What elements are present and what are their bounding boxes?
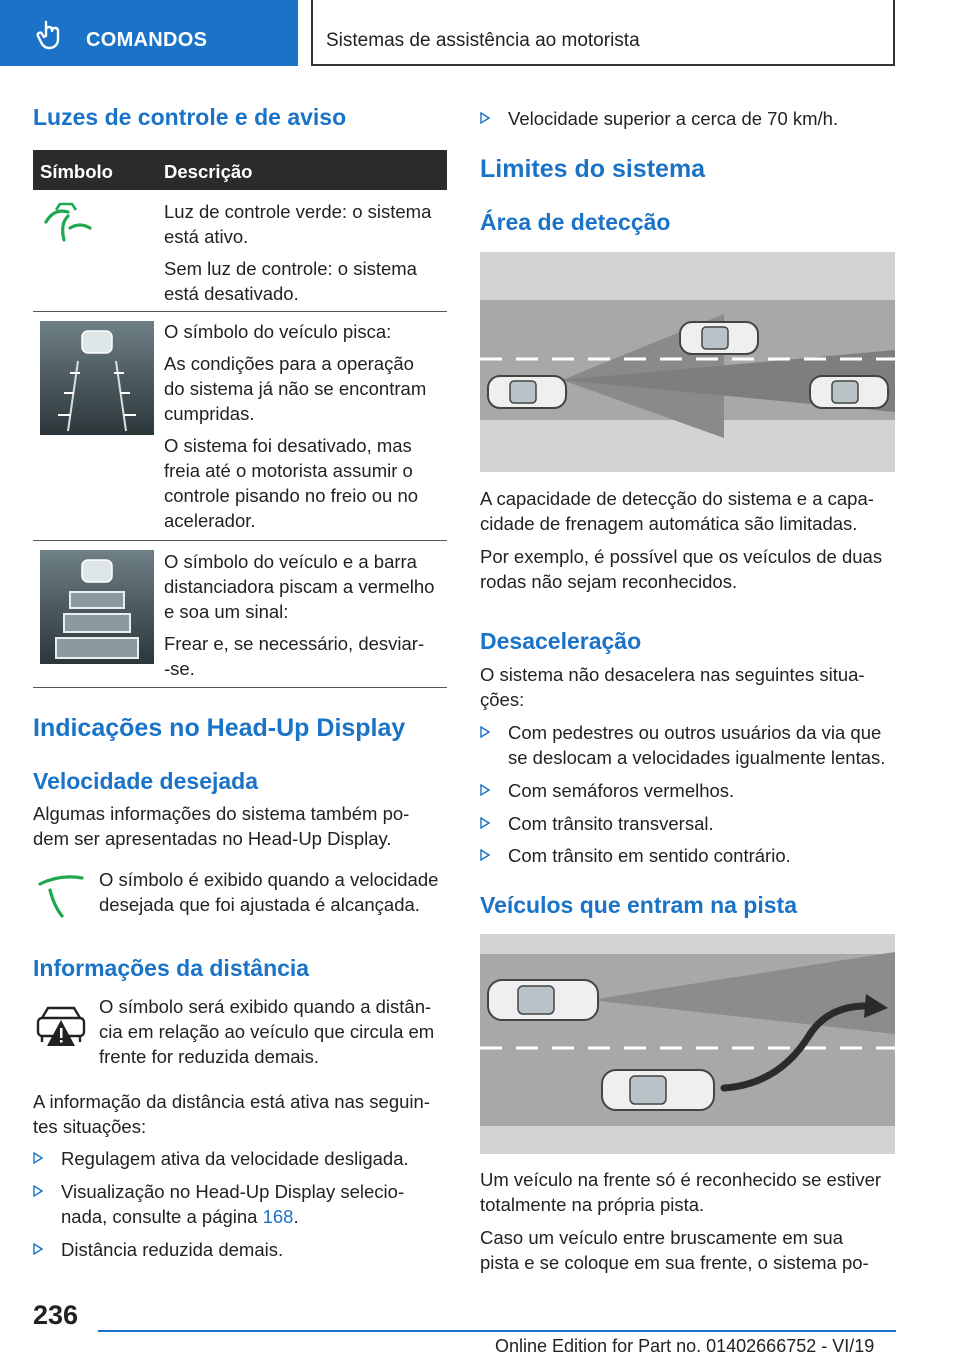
page-link-168[interactable]: 168 [262, 1206, 294, 1227]
text-line: O sistema não desacelera nas seguintes situa- [480, 664, 865, 685]
list-item [480, 843, 791, 868]
detection-text [480, 486, 896, 594]
text-line: Algumas informações do sistema também po- [33, 803, 410, 824]
text-line: rodas não sejam reconhecidos. [480, 571, 738, 592]
table-divider [33, 540, 447, 541]
table-divider [33, 687, 447, 688]
heading-cut-in-vehicles: Veículos que entram na pista [480, 892, 797, 918]
bullet-text: Visualização no Head-Up Display selecio- [61, 1181, 405, 1202]
text-line: As condições para a operação [164, 353, 414, 374]
bullet-text: Com trânsito em sentido contrário. [508, 845, 791, 866]
triangle-bullet-icon [480, 817, 490, 829]
text-line: Um veículo na frente só é reconhecido se estiver [480, 1169, 882, 1190]
green-steering-icon [42, 200, 92, 246]
text-line: O sistema foi desativado, mas [164, 435, 412, 456]
row-description [164, 199, 446, 306]
triangle-bullet-icon [33, 1185, 43, 1197]
text-line: cumpridas. [164, 403, 255, 424]
text-line: Sem luz de controle: o sistema [164, 258, 417, 279]
triangle-bullet-icon [480, 784, 490, 796]
text-line: Por exemplo, é possível que os veículos de duas [480, 546, 883, 567]
text-line: Caso um veículo entre bruscamente em sua [480, 1227, 843, 1248]
text-line: O símbolo é exibido quando a velocidade [99, 869, 439, 890]
text-line: A capacidade de detecção do sistema e a capa- [480, 488, 874, 509]
text-line: O símbolo do veículo e a barra [164, 551, 417, 572]
text-line: frente for reduzida demais. [99, 1046, 320, 1067]
text-line: dem ser apresentadas no Head-Up Display. [33, 828, 392, 849]
text-line: freia até o motorista assumir o [164, 460, 413, 481]
heading-system-limits: Limites do sistema [480, 155, 706, 183]
row-description [164, 549, 446, 681]
heading-deceleration: Desaceleração [480, 628, 642, 654]
text-line: distanciadora piscam a vermelho [164, 576, 435, 597]
text-line: -se. [164, 658, 195, 679]
page-number: 236 [33, 1300, 79, 1330]
edition-info: Online Edition for Part no. 01402666752 - VI/19 [495, 1336, 875, 1356]
text-line: está ativo. [164, 226, 249, 247]
heading-detection-area: Área de detecção [480, 209, 671, 235]
hand-pointer-icon [36, 20, 66, 50]
bullet-text: Com semáforos vermelhos. [508, 780, 735, 801]
bullet-text: Velocidade superior a cerca de 70 km/h. [508, 108, 839, 129]
deceleration-bullet-list [480, 720, 896, 870]
distance-bullet-list [33, 1146, 447, 1261]
table-header [33, 150, 447, 190]
distance-info-text [33, 1089, 447, 1139]
vehicle-distance-bar-icon [40, 550, 154, 664]
text-line: A informação da distância está ativa nas seguin- [33, 1091, 430, 1112]
text-line: O símbolo do veículo pisca: [164, 321, 392, 342]
list-item [480, 720, 885, 770]
cut-in-text [480, 1167, 896, 1275]
list-item [480, 106, 896, 131]
heading-desired-speed: Velocidade desejada [33, 768, 259, 794]
cut-in-illustration [480, 934, 895, 1154]
list-item: Visualização no Head-Up Display selecio- nada, consulte a página 168. [33, 1179, 404, 1229]
text-line: O símbolo será exibido quando a distân- [99, 996, 432, 1017]
top-bullet [480, 106, 896, 131]
bullet-text: Distância reduzida demais. [61, 1239, 284, 1260]
header-underline [311, 64, 895, 66]
header-divider [311, 0, 313, 66]
distance-warning-icon [34, 1002, 88, 1052]
heading-warning-lights: Luzes de controle e de aviso [33, 104, 347, 130]
desired-speed-icon [36, 870, 84, 920]
footer-rule [98, 1330, 896, 1332]
vehicle-blinking-icon [40, 321, 154, 435]
text-line: cia em relação ao veículo que circula em [99, 1021, 435, 1042]
chapter-tab[interactable] [0, 0, 298, 66]
chapter-title: COMANDOS [86, 29, 208, 51]
heading-distance-info: Informações da distância [33, 955, 310, 981]
text-line: do sistema já não se encontram [164, 378, 427, 399]
text-line: está desativado. [164, 283, 299, 304]
text-line: desejada que foi ajustada é alcançada. [99, 894, 420, 915]
list-item [33, 1237, 283, 1262]
list-item [480, 778, 734, 803]
heading-hud: Indicações no Head-Up Display [33, 714, 406, 742]
section-title: Sistemas de assistência ao motorista [326, 30, 640, 51]
text-line: tes situações: [33, 1116, 147, 1137]
triangle-bullet-icon [480, 112, 490, 124]
bullet-text: nada, consulte a página [61, 1206, 258, 1227]
car-shape [680, 322, 758, 354]
text-line: controle pisando no freio ou no [164, 485, 419, 506]
text-line: acelerador. [164, 510, 256, 531]
table-divider [33, 311, 447, 312]
list-item [33, 1146, 409, 1171]
bullet-text: Com trânsito transversal. [508, 813, 714, 834]
distance-symbol-text [99, 994, 449, 1069]
deceleration-text [480, 662, 896, 712]
text-line: pista e se coloque em sua frente, o sistema po- [480, 1252, 869, 1273]
row-description [164, 319, 446, 533]
text-line: e soa um sinal: [164, 601, 289, 622]
list-item [480, 811, 714, 836]
speed-intro [33, 801, 447, 851]
triangle-bullet-icon [33, 1152, 43, 1164]
text-line: cidade de frenagem automática são limitadas. [480, 513, 858, 534]
speed-symbol-text [99, 867, 449, 917]
text-line: totalmente na própria pista. [480, 1194, 705, 1215]
text-line: Luz de controle verde: o sistema [164, 201, 432, 222]
text-line: Frear e, se necessário, desviar- [164, 633, 425, 654]
triangle-bullet-icon [480, 849, 490, 861]
triangle-bullet-icon [33, 1243, 43, 1255]
bullet-text: se deslocam a velocidades igualmente lentas. [508, 747, 886, 768]
bullet-text: Com pedestres ou outros usuários da via que [508, 722, 882, 743]
bullet-text: Regulagem ativa da velocidade desligada. [61, 1148, 409, 1169]
header-divider [893, 0, 895, 66]
detection-area-illustration [480, 252, 895, 472]
col-description: Descrição [164, 161, 253, 182]
triangle-bullet-icon [480, 726, 490, 738]
col-symbol: Símbolo [40, 161, 113, 182]
text-line: ções: [480, 689, 525, 710]
